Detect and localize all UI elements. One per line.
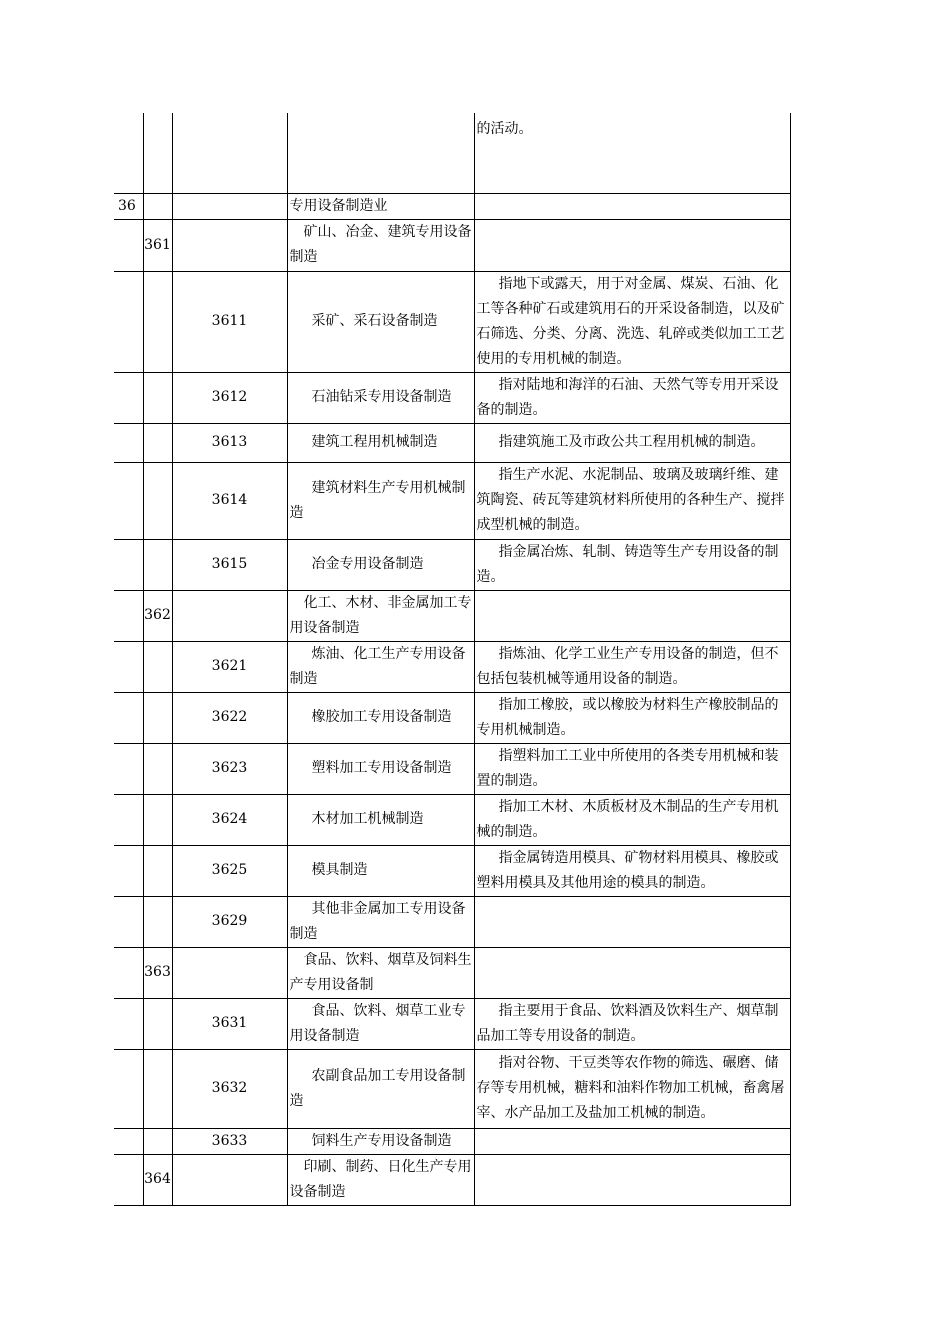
category-description [474, 896, 790, 947]
division-code [114, 743, 143, 794]
table-row [114, 692, 790, 743]
class-code [172, 947, 287, 998]
category-description: 指对陆地和海洋的石油、天然气等专用开采设备的制造。 [474, 372, 790, 423]
category-name: 食品、饮料、烟草工业专用设备制造 [287, 998, 474, 1049]
division-code: 36 [114, 193, 143, 219]
class-code: 3632 [172, 1049, 287, 1128]
category-name: 食品、饮料、烟草及饲料生产专用设备制 [287, 947, 474, 998]
division-code [114, 219, 143, 271]
table-row [114, 947, 790, 998]
division-code [114, 423, 143, 462]
division-code [114, 845, 143, 896]
class-code [172, 590, 287, 641]
category-description: 指生产水泥、水泥制品、玻璃及玻璃纤维、建筑陶瓷、砖瓦等建筑材料所使用的各种生产、搅拌成型机械的制造。 [474, 462, 790, 539]
major-group-code: 364 [143, 1154, 172, 1205]
table-row [114, 845, 790, 896]
division-code [114, 794, 143, 845]
division-code [114, 1154, 143, 1205]
class-code [172, 113, 287, 193]
class-code: 3622 [172, 692, 287, 743]
category-name: 塑料加工专用设备制造 [287, 743, 474, 794]
class-code [172, 219, 287, 271]
division-code [114, 896, 143, 947]
class-code: 3631 [172, 998, 287, 1049]
major-group-code [143, 1049, 172, 1128]
category-name: 橡胶加工专用设备制造 [287, 692, 474, 743]
division-code [114, 539, 143, 590]
category-name [287, 113, 474, 193]
table-row [114, 423, 790, 462]
category-description: 指加工橡胶，或以橡胶为材料生产橡胶制品的专用机械制造。 [474, 692, 790, 743]
category-description: 指地下或露天，用于对金属、煤炭、石油、化工等各种矿石或建筑用石的开采设备制造，以及矿石筛选、分类、分离、洗选、轧碎或类似加工工艺使用的专用机械的制造。 [474, 271, 790, 372]
category-name: 采矿、采石设备制造 [287, 271, 474, 372]
major-group-code [143, 692, 172, 743]
major-group-code [143, 743, 172, 794]
category-description [474, 193, 790, 219]
category-description: 指金属冶炼、轧制、铸造等生产专用设备的制造。 [474, 539, 790, 590]
major-group-code [143, 845, 172, 896]
major-group-code [143, 641, 172, 692]
major-group-code [143, 193, 172, 219]
category-description: 指建筑施工及市政公共工程用机械的制造。 [474, 423, 790, 462]
major-group-code [143, 794, 172, 845]
table-row [114, 743, 790, 794]
category-description: 指炼油、化学工业生产专用设备的制造，但不包括包装机械等通用设备的制造。 [474, 641, 790, 692]
major-group-code [143, 271, 172, 372]
table-row [114, 1154, 790, 1205]
table-row [114, 896, 790, 947]
category-description [474, 219, 790, 271]
category-name: 建筑材料生产专用机械制造 [287, 462, 474, 539]
category-name: 化工、木材、非金属加工专用设备制造 [287, 590, 474, 641]
table-row [114, 462, 790, 539]
table-row [114, 219, 790, 271]
category-name: 印刷、制药、日化生产专用设备制造 [287, 1154, 474, 1205]
table-row [114, 113, 790, 193]
major-group-code [143, 462, 172, 539]
division-code [114, 462, 143, 539]
division-code [114, 1128, 143, 1154]
class-code: 3625 [172, 845, 287, 896]
category-name: 饲料生产专用设备制造 [287, 1128, 474, 1154]
category-name: 其他非金属加工专用设备制造 [287, 896, 474, 947]
table-row [114, 641, 790, 692]
class-code: 3623 [172, 743, 287, 794]
category-description: 指加工木材、木质板材及木制品的生产专用机械的制造。 [474, 794, 790, 845]
category-name: 建筑工程用机械制造 [287, 423, 474, 462]
class-code [172, 193, 287, 219]
major-group-code [143, 998, 172, 1049]
class-code: 3612 [172, 372, 287, 423]
division-code [114, 372, 143, 423]
division-code [114, 692, 143, 743]
class-code: 3629 [172, 896, 287, 947]
division-code [114, 641, 143, 692]
division-code [114, 1049, 143, 1128]
industry-classification-table [114, 113, 791, 1206]
category-description [474, 947, 790, 998]
category-name: 石油钻采专用设备制造 [287, 372, 474, 423]
table-row [114, 998, 790, 1049]
division-code [114, 113, 143, 193]
category-name: 木材加工机械制造 [287, 794, 474, 845]
category-description [474, 1154, 790, 1205]
major-group-code: 362 [143, 590, 172, 641]
category-description [474, 590, 790, 641]
class-code: 3613 [172, 423, 287, 462]
major-group-code [143, 372, 172, 423]
division-code [114, 590, 143, 641]
major-group-code: 363 [143, 947, 172, 998]
table-row [114, 590, 790, 641]
category-name: 模具制造 [287, 845, 474, 896]
class-code: 3611 [172, 271, 287, 372]
category-name: 农副食品加工专用设备制造 [287, 1049, 474, 1128]
class-code: 3615 [172, 539, 287, 590]
major-group-code [143, 423, 172, 462]
category-name: 专用设备制造业 [287, 193, 474, 219]
class-code: 3614 [172, 462, 287, 539]
category-description: 指主要用于食品、饮料酒及饮料生产、烟草制品加工等专用设备的制造。 [474, 998, 790, 1049]
major-group-code: 361 [143, 219, 172, 271]
class-code: 3624 [172, 794, 287, 845]
table-row [114, 1128, 790, 1154]
division-code [114, 998, 143, 1049]
major-group-code [143, 896, 172, 947]
category-description: 的活动。 [474, 113, 790, 193]
table-row [114, 539, 790, 590]
category-description: 指金属铸造用模具、矿物材料用模具、橡胶或塑料用模具及其他用途的模具的制造。 [474, 845, 790, 896]
table-row [114, 1049, 790, 1128]
category-description: 指对谷物、干豆类等农作物的筛选、碾磨、储存等专用机械，糖料和油料作物加工机械，畜禽屠宰、水产品加工及盐加工机械的制造。 [474, 1049, 790, 1128]
class-code: 3633 [172, 1128, 287, 1154]
class-code: 3621 [172, 641, 287, 692]
table-row [114, 271, 790, 372]
major-group-code [143, 1128, 172, 1154]
division-code [114, 271, 143, 372]
category-name: 矿山、冶金、建筑专用设备制造 [287, 219, 474, 271]
category-description [474, 1128, 790, 1154]
category-description: 指塑料加工工业中所使用的各类专用机械和装置的制造。 [474, 743, 790, 794]
table-row [114, 193, 790, 219]
category-name: 炼油、化工生产专用设备制造 [287, 641, 474, 692]
major-group-code [143, 539, 172, 590]
table-row [114, 794, 790, 845]
major-group-code [143, 113, 172, 193]
division-code [114, 947, 143, 998]
table-row [114, 372, 790, 423]
class-code [172, 1154, 287, 1205]
category-name: 冶金专用设备制造 [287, 539, 474, 590]
